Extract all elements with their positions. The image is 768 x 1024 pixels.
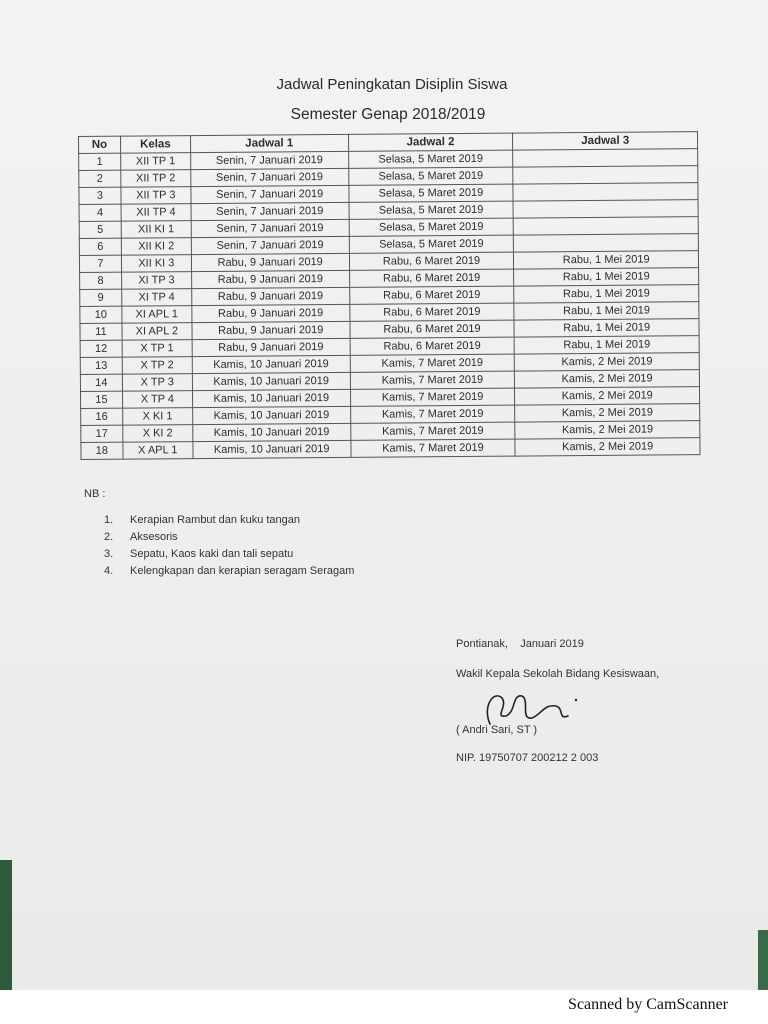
cell-no: 12 [80,340,122,357]
table-row [81,438,700,460]
cell-jadwal-2: Kamis, 7 Maret 2019 [350,371,515,389]
cell-kelas: XII KI 1 [121,221,191,239]
cell-jadwal-3: Rabu, 1 Mei 2019 [514,302,699,320]
cell-jadwal-2: Selasa, 5 Maret 2019 [349,201,514,219]
cell-jadwal-3: Kamis, 2 Mei 2019 [515,421,700,439]
background-edge-right [758,930,768,990]
cell-jadwal-1: Senin, 7 Januari 2019 [190,151,348,169]
cell-jadwal-2: Kamis, 7 Maret 2019 [350,405,515,423]
list-item-number: 3. [104,548,114,560]
cell-jadwal-3 [513,183,698,201]
list-item [104,563,354,580]
cell-jadwal-3: Kamis, 2 Mei 2019 [515,438,700,456]
header-kelas: Kelas [120,136,190,154]
cell-jadwal-3: Rabu, 1 Mei 2019 [514,285,699,303]
cell-no: 18 [81,442,123,459]
cell-jadwal-2: Selasa, 5 Maret 2019 [348,167,513,185]
cell-jadwal-1: Rabu, 9 Januari 2019 [192,321,350,339]
cell-no: 4 [79,204,121,221]
cell-kelas: XII TP 1 [121,153,191,171]
cell-kelas: XI APL 1 [122,306,192,324]
cell-jadwal-3 [513,200,698,218]
cell-kelas: XII TP 2 [121,170,191,188]
cell-jadwal-1: Kamis, 10 Januari 2019 [192,389,350,407]
cell-no: 6 [79,238,121,255]
cell-jadwal-3 [513,149,698,167]
cell-jadwal-2: Selasa, 5 Maret 2019 [349,218,514,236]
cell-jadwal-3: Rabu, 1 Mei 2019 [514,268,699,286]
cell-jadwal-2: Kamis, 7 Maret 2019 [350,388,515,406]
cell-kelas: XI TP 4 [122,289,192,307]
cell-jadwal-1: Senin, 7 Januari 2019 [191,236,349,254]
schedule-table [78,131,701,460]
cell-jadwal-1: Senin, 7 Januari 2019 [191,168,349,186]
cell-jadwal-3 [514,234,699,252]
cell-jadwal-3: Rabu, 1 Mei 2019 [514,319,699,337]
cell-jadwal-3 [513,166,698,184]
cell-kelas: XI APL 2 [122,323,192,341]
header-jadwal-2: Jadwal 2 [348,133,513,151]
cell-jadwal-1: Kamis, 10 Januari 2019 [192,406,350,424]
cell-no: 17 [81,425,123,442]
cell-jadwal-2: Rabu, 6 Maret 2019 [349,286,514,304]
cell-jadwal-2: Kamis, 7 Maret 2019 [350,354,515,372]
cell-jadwal-2: Rabu, 6 Maret 2019 [349,269,514,287]
cell-no: 1 [79,153,121,170]
cell-jadwal-2: Kamis, 7 Maret 2019 [351,439,516,457]
cell-no: 2 [79,170,121,187]
signature-place-date: Pontianak, Januari 2019 [456,638,584,650]
list-item-number: 2. [104,531,114,543]
cell-kelas: X TP 2 [122,357,192,375]
header-no: No [79,136,121,153]
cell-jadwal-2: Selasa, 5 Maret 2019 [349,235,514,253]
list-item-number: 1. [104,514,114,526]
notes-heading: NB : [84,488,106,500]
document-subtitle: Semester Genap 2018/2019 [290,106,486,123]
table-body [79,149,700,460]
signature-name: ( Andri Sari, ST ) [456,724,538,736]
cell-no: 14 [80,374,122,391]
cell-kelas: X KI 1 [123,408,193,426]
cell-jadwal-1: Kamis, 10 Januari 2019 [193,423,351,441]
list-item-text: Kelengkapan dan kerapian seragam Seragam [130,565,355,577]
cell-jadwal-3: Kamis, 2 Mei 2019 [515,404,700,422]
cell-kelas: XII KI 2 [121,238,191,256]
cell-jadwal-1: Rabu, 9 Januari 2019 [191,287,349,305]
header-jadwal-3: Jadwal 3 [513,132,698,150]
cell-kelas: X TP 3 [122,374,192,392]
cell-jadwal-2: Rabu, 6 Maret 2019 [349,303,514,321]
background-edge-left [0,860,12,990]
cell-no: 10 [80,306,122,323]
cell-no: 5 [79,221,121,238]
cell-no: 11 [80,323,122,340]
cell-jadwal-3: Kamis, 2 Mei 2019 [515,370,700,388]
list-item-text: Aksesoris [130,531,178,543]
list-item [104,546,354,563]
cell-jadwal-2: Rabu, 6 Maret 2019 [349,252,514,270]
list-item-text: Kerapian Rambut dan kuku tangan [130,514,301,526]
cell-no: 3 [79,187,121,204]
cell-kelas: X TP 1 [122,340,192,358]
cell-no: 8 [80,272,122,289]
cell-jadwal-1: Rabu, 9 Januari 2019 [191,270,349,288]
cell-jadwal-3: Kamis, 2 Mei 2019 [515,387,700,405]
cell-jadwal-3: Rabu, 1 Mei 2019 [514,336,699,354]
cell-jadwal-1: Rabu, 9 Januari 2019 [191,253,349,271]
cell-jadwal-1: Senin, 7 Januari 2019 [191,219,349,237]
cell-no: 9 [80,289,122,306]
cell-jadwal-2: Selasa, 5 Maret 2019 [349,184,514,202]
signature-role: Wakil Kepala Sekolah Bidang Kesiswaan, [456,668,660,680]
cell-no: 7 [79,255,121,272]
list-item [104,512,354,529]
cell-jadwal-1: Kamis, 10 Januari 2019 [192,372,350,390]
cell-kelas: XII KI 3 [121,255,191,273]
header-jadwal-1: Jadwal 1 [190,134,348,152]
cell-no: 15 [81,391,123,408]
cell-jadwal-1: Senin, 7 Januari 2019 [191,202,349,220]
cell-jadwal-3: Kamis, 2 Mei 2019 [515,353,700,371]
cell-kelas: XII TP 4 [121,204,191,222]
cell-jadwal-1: Rabu, 9 Januari 2019 [192,338,350,356]
cell-kelas: XII TP 3 [121,187,191,205]
cell-kelas: X TP 4 [122,391,192,409]
scanner-watermark: Scanned by CamScanner [568,996,728,1013]
cell-jadwal-2: Rabu, 6 Maret 2019 [350,337,515,355]
cell-jadwal-2: Rabu, 6 Maret 2019 [350,320,515,338]
cell-jadwal-1: Rabu, 9 Januari 2019 [192,304,350,322]
cell-jadwal-1: Senin, 7 Januari 2019 [191,185,349,203]
signature-nip: NIP. 19750707 200212 2 003 [456,752,599,764]
cell-jadwal-3 [514,217,699,235]
cell-kelas: X APL 1 [123,442,193,460]
cell-no: 16 [81,408,123,425]
notes-list [104,512,354,580]
cell-jadwal-1: Kamis, 10 Januari 2019 [193,440,351,458]
document-title: Jadwal Peningkatan Disiplin Siswa [276,76,508,93]
cell-no: 13 [80,357,122,374]
list-item-number: 4. [104,565,114,577]
list-item [104,529,354,546]
cell-kelas: X KI 2 [123,425,193,443]
cell-jadwal-2: Kamis, 7 Maret 2019 [350,422,515,440]
cell-jadwal-2: Selasa, 5 Maret 2019 [348,150,513,168]
cell-jadwal-3: Rabu, 1 Mei 2019 [514,251,699,269]
cell-jadwal-1: Kamis, 10 Januari 2019 [192,355,350,373]
cell-kelas: XI TP 3 [121,272,191,290]
list-item-text: Sepatu, Kaos kaki dan tali sepatu [130,548,294,560]
